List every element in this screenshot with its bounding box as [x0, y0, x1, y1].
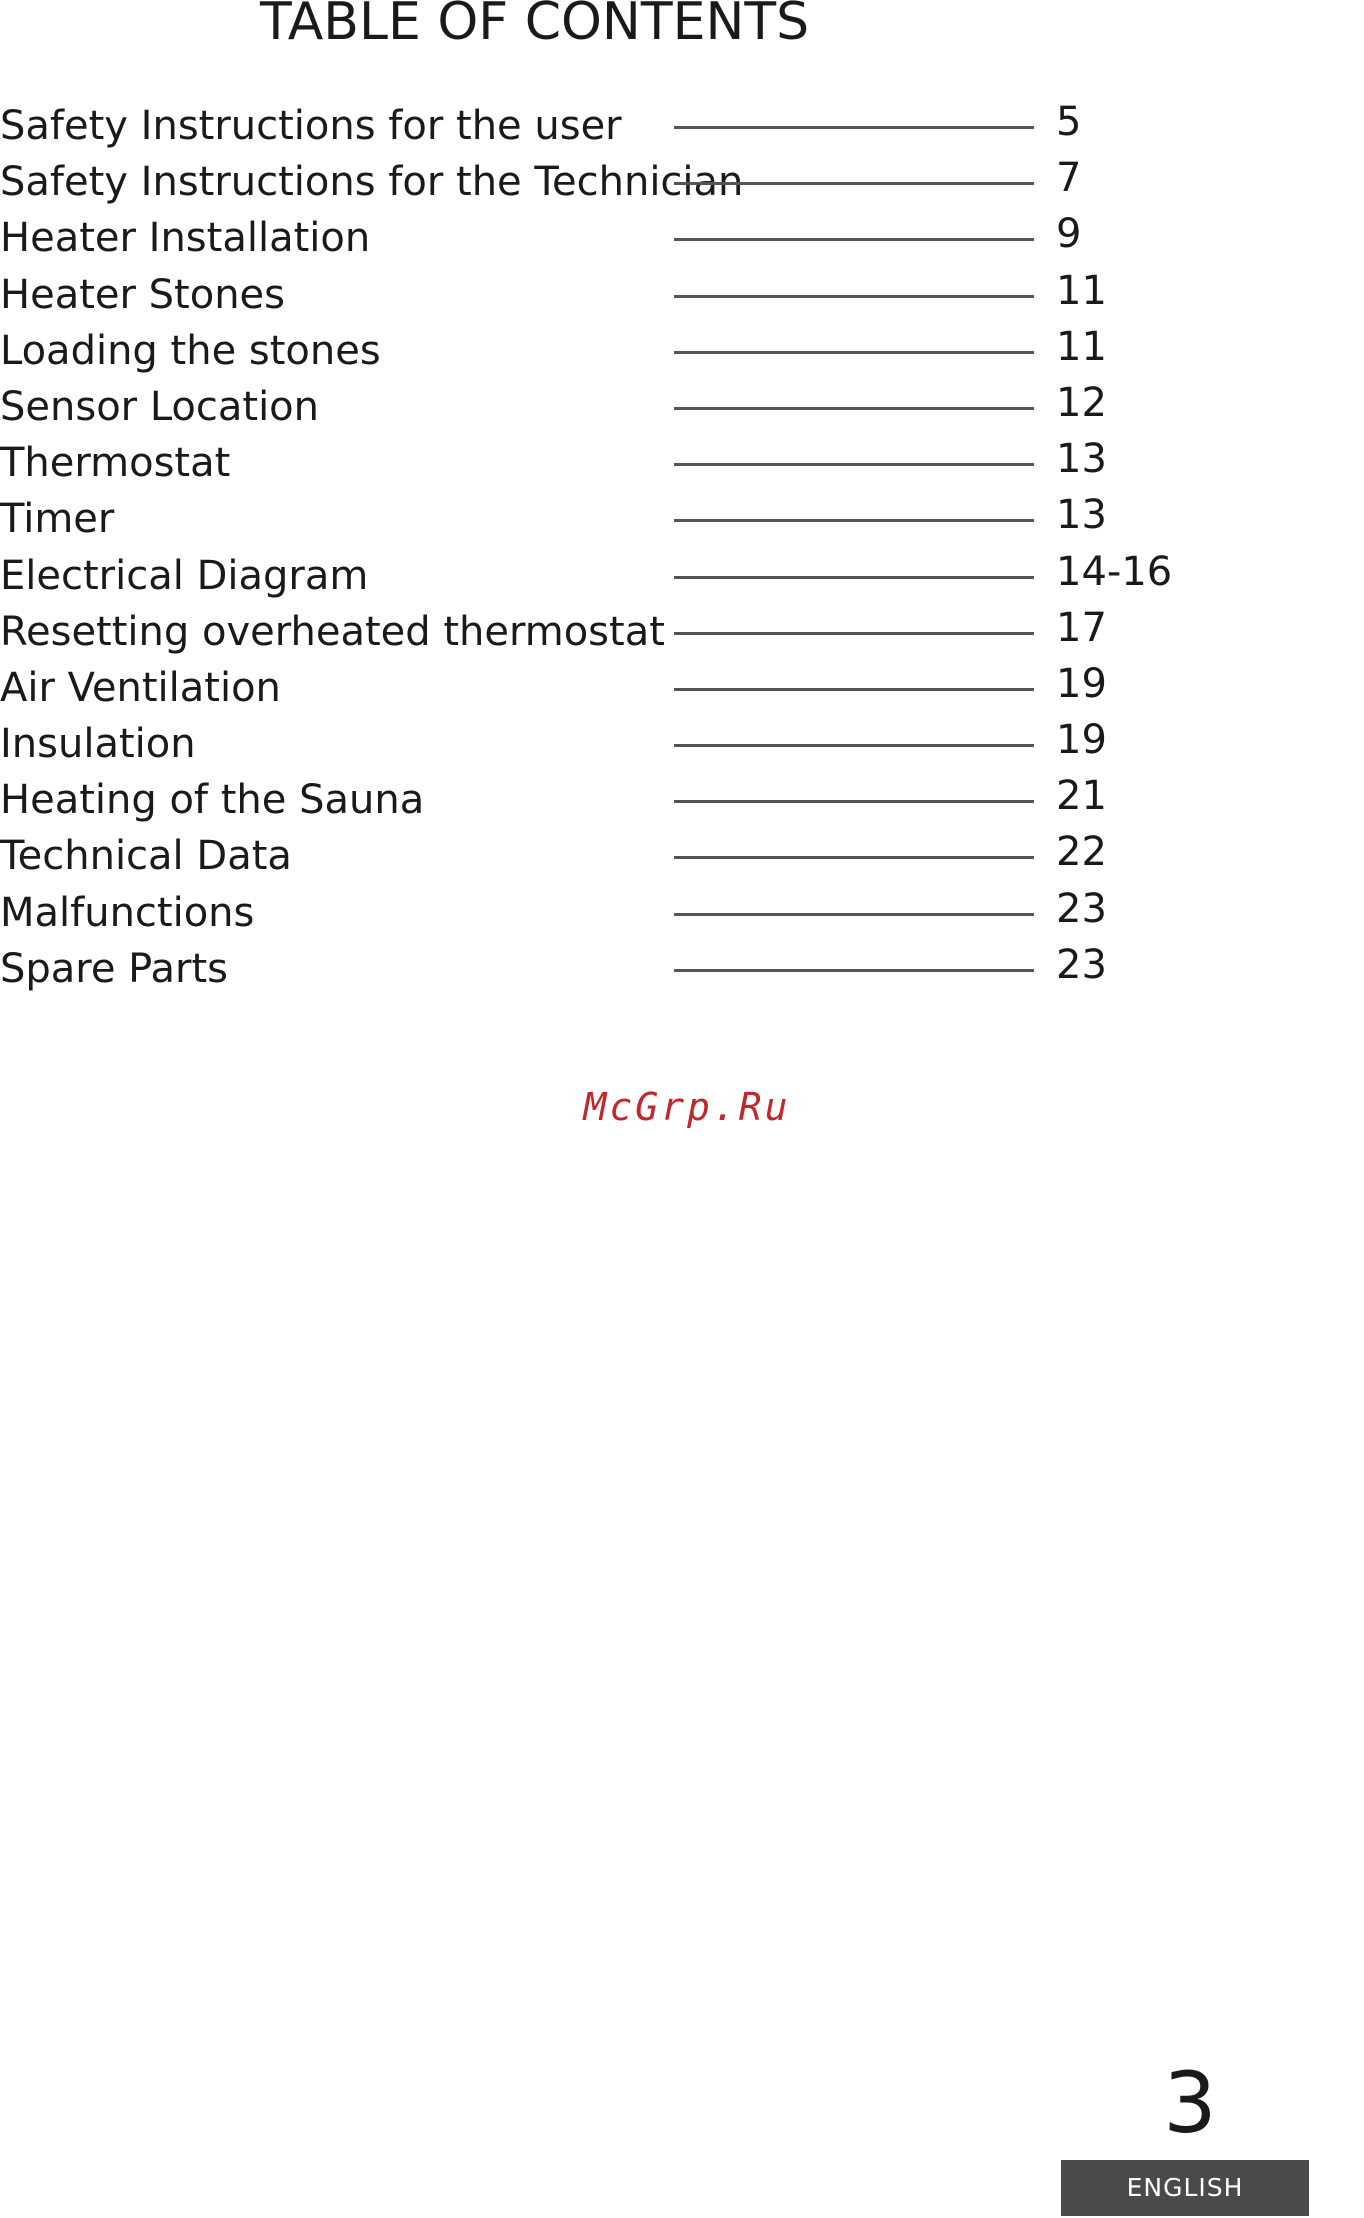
toc-entry[interactable]	[0, 828, 1364, 884]
toc-leader-line	[674, 463, 1034, 466]
toc-entry[interactable]	[0, 323, 1364, 379]
toc-entry[interactable]	[0, 772, 1364, 828]
toc-leader-line	[674, 969, 1034, 972]
page-number: 3	[1163, 2054, 1217, 2152]
toc-entry-page: 11	[1056, 267, 1107, 314]
toc-entry[interactable]	[0, 210, 1364, 266]
toc-leader-line	[674, 351, 1034, 354]
toc-entry-page: 14-16	[1056, 548, 1173, 595]
toc-entry-page: 23	[1056, 941, 1107, 988]
toc-leader-line	[674, 519, 1034, 522]
toc-entry-page: 22	[1056, 829, 1107, 876]
toc-leader-line	[674, 407, 1034, 410]
toc-entry-label: Safety Instructions for the Technician	[0, 159, 744, 206]
toc-entry[interactable]	[0, 716, 1364, 772]
toc-entry-page: 21	[1056, 773, 1107, 820]
toc-entry[interactable]	[0, 491, 1364, 547]
language-tab: ENGLISH	[1061, 2160, 1309, 2216]
toc-entry[interactable]	[0, 154, 1364, 210]
toc-leader-line	[674, 744, 1034, 747]
toc-entry-label: Technical Data	[0, 833, 292, 880]
toc-entry-label: Spare Parts	[0, 945, 228, 992]
table-of-contents	[0, 98, 1364, 997]
toc-leader-line	[674, 126, 1034, 129]
toc-entry[interactable]	[0, 941, 1364, 997]
toc-leader-line	[674, 856, 1034, 859]
toc-entry[interactable]	[0, 885, 1364, 941]
toc-entry-page: 11	[1056, 323, 1107, 370]
toc-entry-label: Heater Installation	[0, 215, 371, 262]
toc-entry-page: 19	[1056, 717, 1107, 764]
toc-leader-line	[674, 295, 1034, 298]
toc-entry-page: 12	[1056, 379, 1107, 426]
toc-leader-line	[674, 182, 1034, 185]
toc-entry-page: 23	[1056, 885, 1107, 932]
toc-entry-label: Thermostat	[0, 440, 231, 487]
toc-entry-label: Heater Stones	[0, 271, 285, 318]
toc-entry-label: Air Ventilation	[0, 664, 281, 711]
toc-entry[interactable]	[0, 267, 1364, 323]
toc-entry-label: Timer	[0, 496, 115, 543]
toc-entry-page: 19	[1056, 660, 1107, 707]
toc-entry[interactable]	[0, 660, 1364, 716]
toc-entry[interactable]	[0, 548, 1364, 604]
toc-entry-label: Electrical Diagram	[0, 552, 369, 599]
toc-entry-page: 7	[1056, 155, 1082, 202]
toc-leader-line	[674, 238, 1034, 241]
toc-entry-label: Loading the stones	[0, 327, 381, 374]
toc-entry-label: Sensor Location	[0, 383, 320, 430]
toc-entry-label: Heating of the Sauna	[0, 777, 425, 824]
toc-entry-label: Safety Instructions for the user	[0, 103, 622, 149]
watermark-text: McGrp.Ru	[583, 1085, 791, 1129]
toc-entry-page: 17	[1056, 604, 1107, 651]
toc-entry[interactable]	[0, 98, 1364, 154]
toc-entry[interactable]	[0, 435, 1364, 491]
toc-entry-label: Resetting overheated thermostat	[0, 608, 665, 655]
toc-leader-line	[674, 800, 1034, 803]
toc-entry-label: Insulation	[0, 721, 196, 768]
toc-leader-line	[674, 576, 1034, 579]
toc-entry-label: Malfunctions	[0, 889, 255, 936]
toc-entry-page: 5	[1056, 99, 1082, 145]
toc-leader-line	[674, 688, 1034, 691]
page-title: TABLE OF CONTENTS	[260, 0, 810, 52]
toc-entry-page: 13	[1056, 436, 1107, 483]
toc-entry-page: 13	[1056, 492, 1107, 539]
toc-entry[interactable]	[0, 604, 1364, 660]
toc-leader-line	[674, 632, 1034, 635]
toc-entry-page: 9	[1056, 211, 1082, 258]
toc-entry[interactable]	[0, 379, 1364, 435]
toc-leader-line	[674, 913, 1034, 916]
